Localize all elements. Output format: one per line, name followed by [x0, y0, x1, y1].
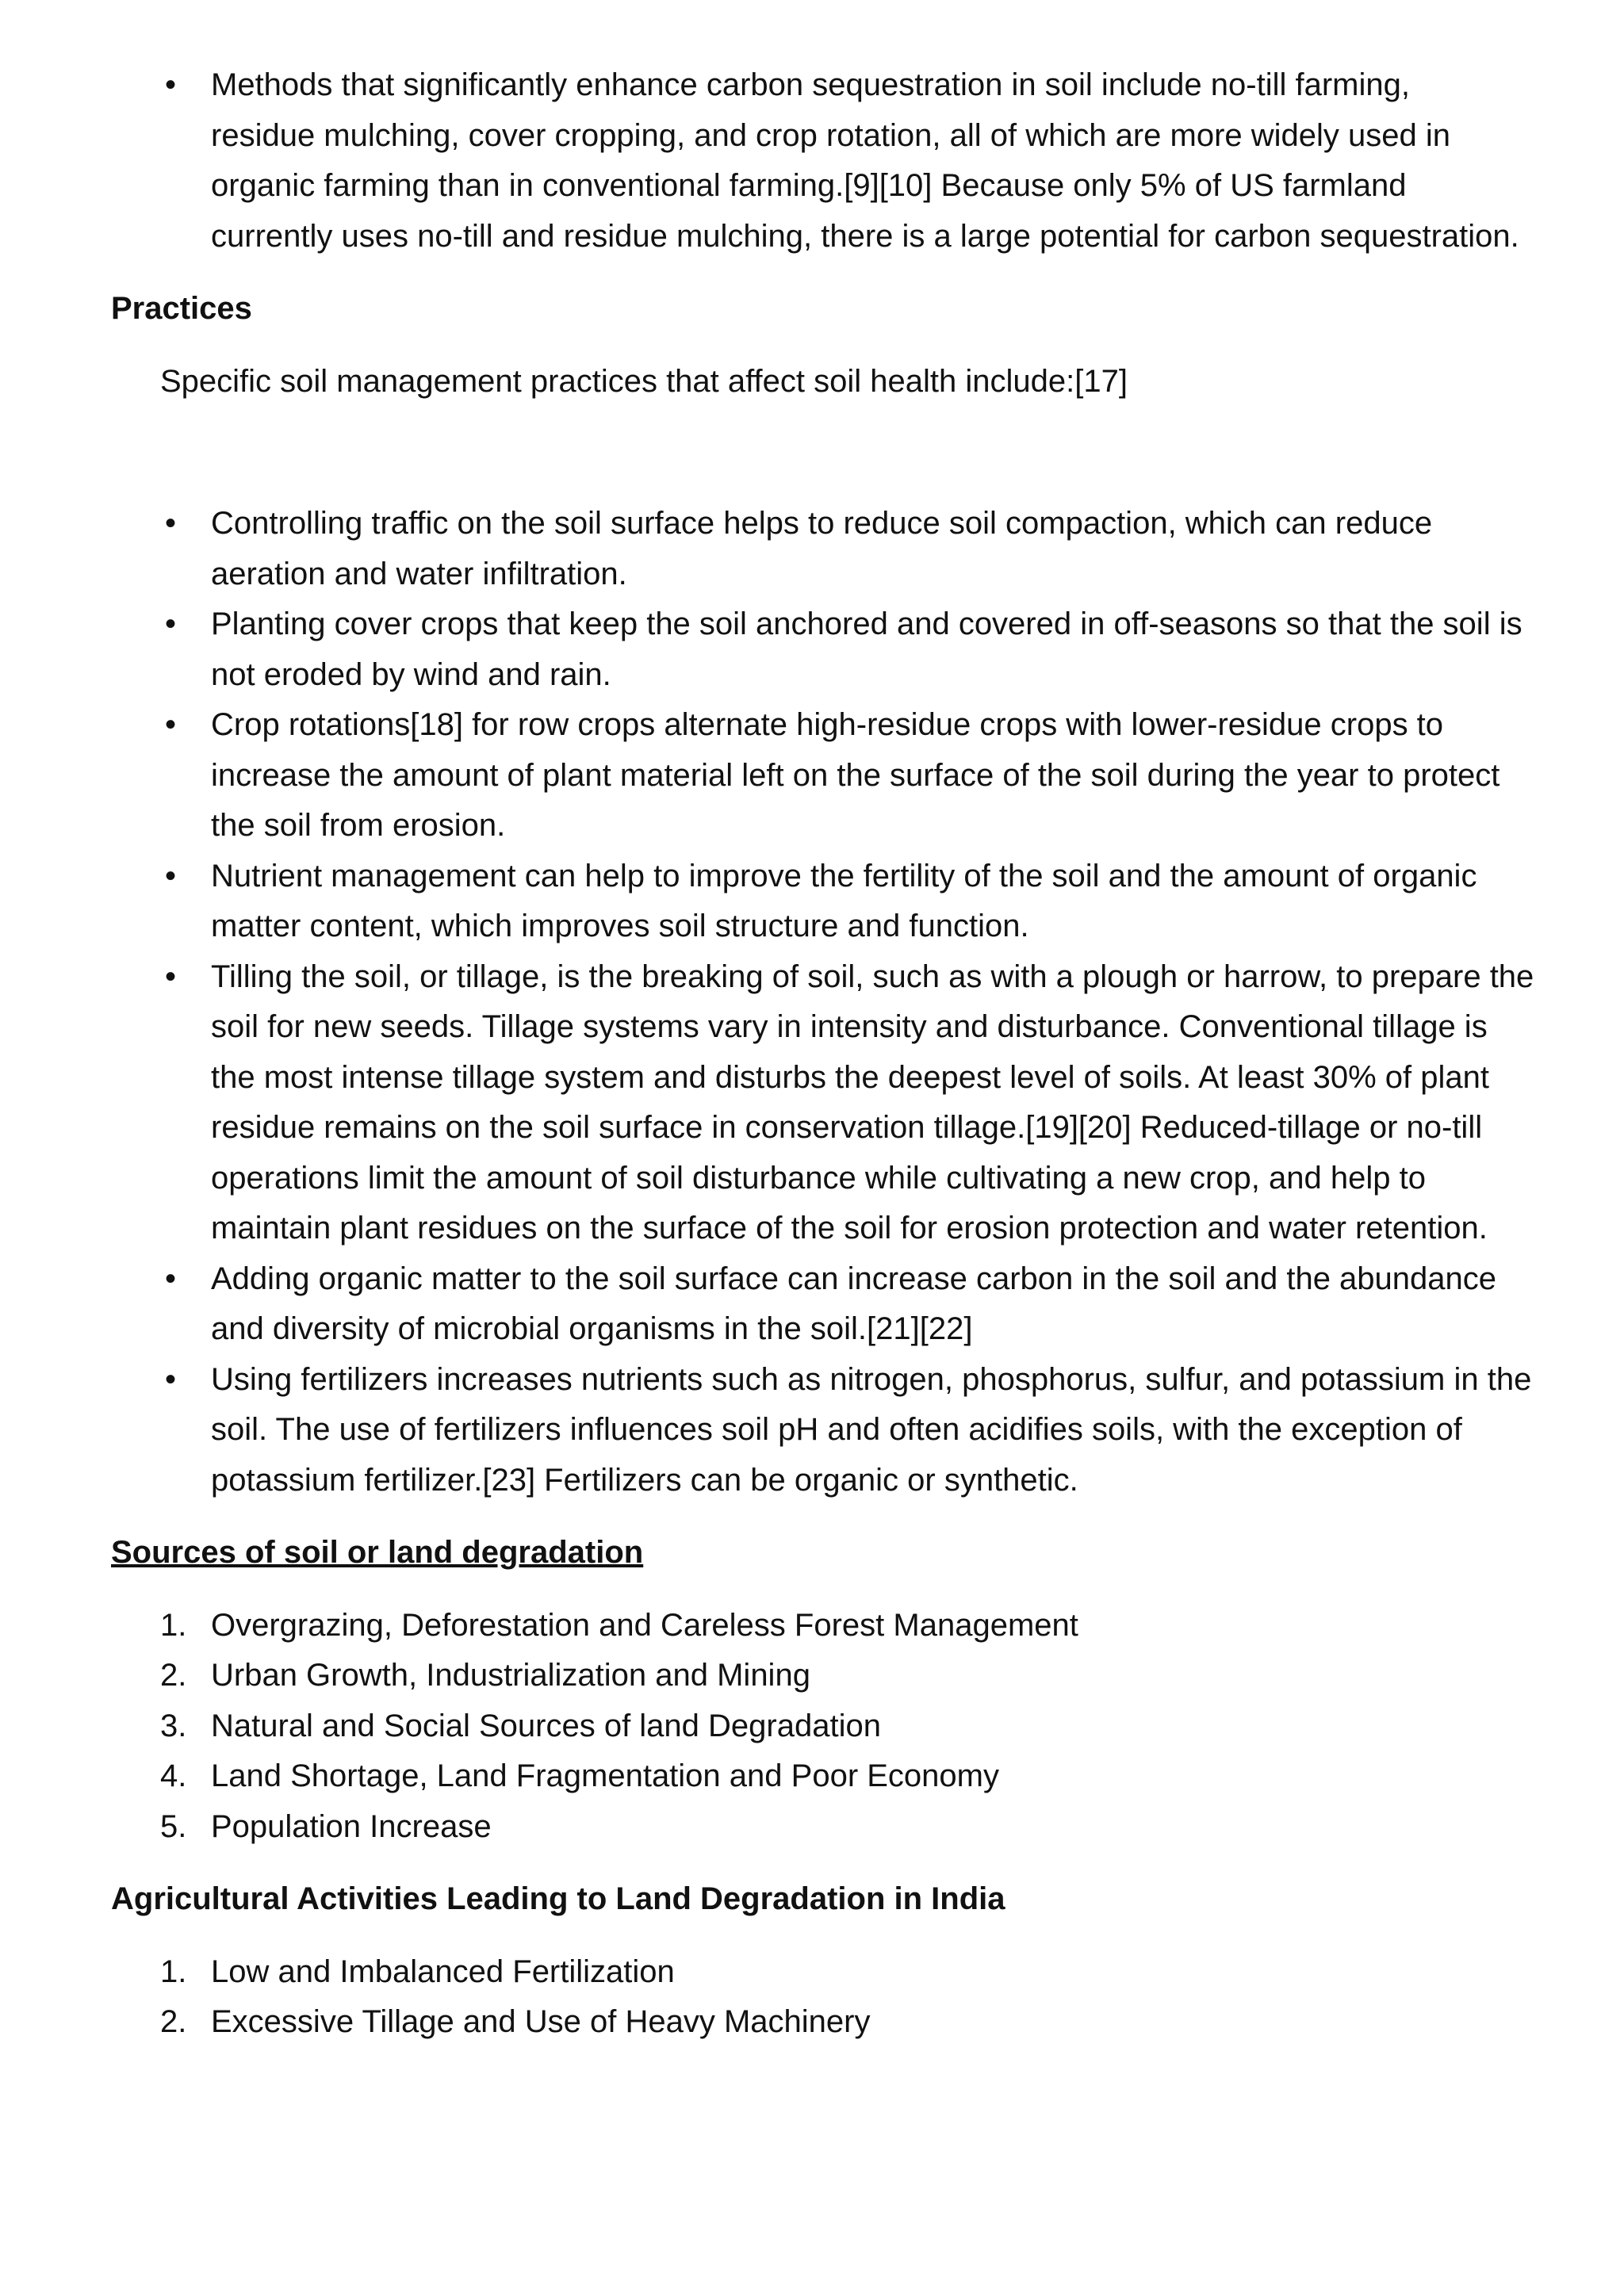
list-item — [111, 952, 1538, 1254]
list-item — [111, 1355, 1538, 1506]
list-item — [111, 851, 1538, 952]
agricultural-list — [111, 1947, 1538, 2048]
list-number: 1. — [160, 1954, 187, 1989]
bullet-icon: • — [165, 607, 177, 641]
list-item-text: Methods that significantly enhance carbon sequestration in soil include no-till farming, residue mulching, cover cropping, and crop rotation, all of which are more widely used in organic farming than in conventional farming.[9][10] Because only 5% of US farmland currently uses no-till and residue mulching, there is a large potential for carbon sequestration. — [211, 67, 1519, 254]
sources-heading: Sources of soil or land degradation — [111, 1535, 644, 1570]
top-bullet-list — [111, 60, 1522, 262]
agricultural-heading: Agricultural Activities Leading to Land Degradation in India — [111, 1881, 1005, 1916]
practices-list — [111, 499, 1538, 1506]
list-item-text: Low and Imbalanced Fertilization — [211, 1954, 675, 1989]
list-item — [111, 1751, 1538, 1802]
list-item-text: Planting cover crops that keep the soil anchored and covered in off-seasons so that the soil is not eroded by wind and rain. — [211, 607, 1522, 692]
bullet-icon: • — [165, 707, 177, 742]
list-item — [111, 1802, 1538, 1853]
list-item-text: Nutrient management can help to improve the fertility of the soil and the amount of organic matter content, which improves soil structure and function. — [211, 858, 1477, 943]
list-number: 2. — [160, 1658, 187, 1693]
list-item — [111, 700, 1538, 851]
list-number: 1. — [160, 1607, 187, 1643]
list-item-text: Excessive Tillage and Use of Heavy Machinery — [211, 2004, 871, 2039]
list-item-text: Tilling the soil, or tillage, is the breaking of soil, such as with a plough or harrow, to prepare the soil for new seeds. Tillage systems vary in intensity and disturbance. Conventional tillage is the most intense tillage system and disturbs the deepest level of soils. At least 30% of plant residue remains on the soil surface in conservation tillage.[19][20] Reduced-tillage or no-till operations limit the amount of soil disturbance while cultivating a new crop, and help to maintain plant residues on the surface of the soil for erosion protection and water retention. — [211, 959, 1534, 1246]
bullet-icon: • — [165, 1361, 177, 1397]
list-item — [111, 1254, 1538, 1355]
bullet-icon: • — [165, 858, 177, 894]
list-item-text: Overgrazing, Deforestation and Careless Forest Management — [211, 1607, 1078, 1643]
list-item-text: Land Shortage, Land Fragmentation and Poor Economy — [211, 1758, 999, 1793]
list-item — [111, 1947, 1538, 1998]
list-item-text: Controlling traffic on the soil surface helps to reduce soil compaction, which can reduce aeration and water infiltration. — [211, 506, 1433, 591]
list-item — [111, 1601, 1538, 1651]
list-item-text: Natural and Social Sources of land Degradation — [211, 1708, 881, 1743]
practices-intro: Specific soil management practices that affect soil health include:[17] — [160, 363, 1128, 399]
list-item — [111, 599, 1538, 700]
sources-list — [111, 1601, 1538, 1853]
list-item — [111, 499, 1538, 599]
list-number: 4. — [160, 1758, 187, 1793]
list-item — [111, 1997, 1538, 2048]
list-item — [111, 1701, 1538, 1752]
bullet-icon: • — [165, 67, 177, 102]
list-number: 2. — [160, 2004, 187, 2039]
list-item-text: Crop rotations[18] for row crops alternate high-residue crops with lower-residue crops to increase the amount of plant material left on the surface of the soil during the year to protect the soil from erosion. — [211, 707, 1500, 843]
list-number: 5. — [160, 1808, 187, 1844]
list-item-text: Adding organic matter to the soil surface can increase carbon in the soil and the abundance and diversity of microbial organisms in the soil.[21][22] — [211, 1261, 1497, 1346]
list-item — [111, 1651, 1538, 1701]
document-page — [111, 60, 1538, 2048]
bullet-icon: • — [165, 1261, 177, 1296]
practices-heading: Practices — [111, 291, 252, 326]
list-item-text: Urban Growth, Industrialization and Mining — [211, 1658, 810, 1693]
bullet-icon: • — [165, 506, 177, 541]
list-number: 3. — [160, 1708, 187, 1743]
list-item — [111, 60, 1522, 262]
list-item-text: Using fertilizers increases nutrients such as nitrogen, phosphorus, sulfur, and potassium in the soil. The use of fertilizers influences soil pH and often acidifies soils, with the exception of potassium fertilizer.[23] Fertilizers can be organic or synthetic. — [211, 1361, 1532, 1498]
bullet-icon: • — [165, 959, 177, 994]
list-item-text: Population Increase — [211, 1808, 492, 1844]
